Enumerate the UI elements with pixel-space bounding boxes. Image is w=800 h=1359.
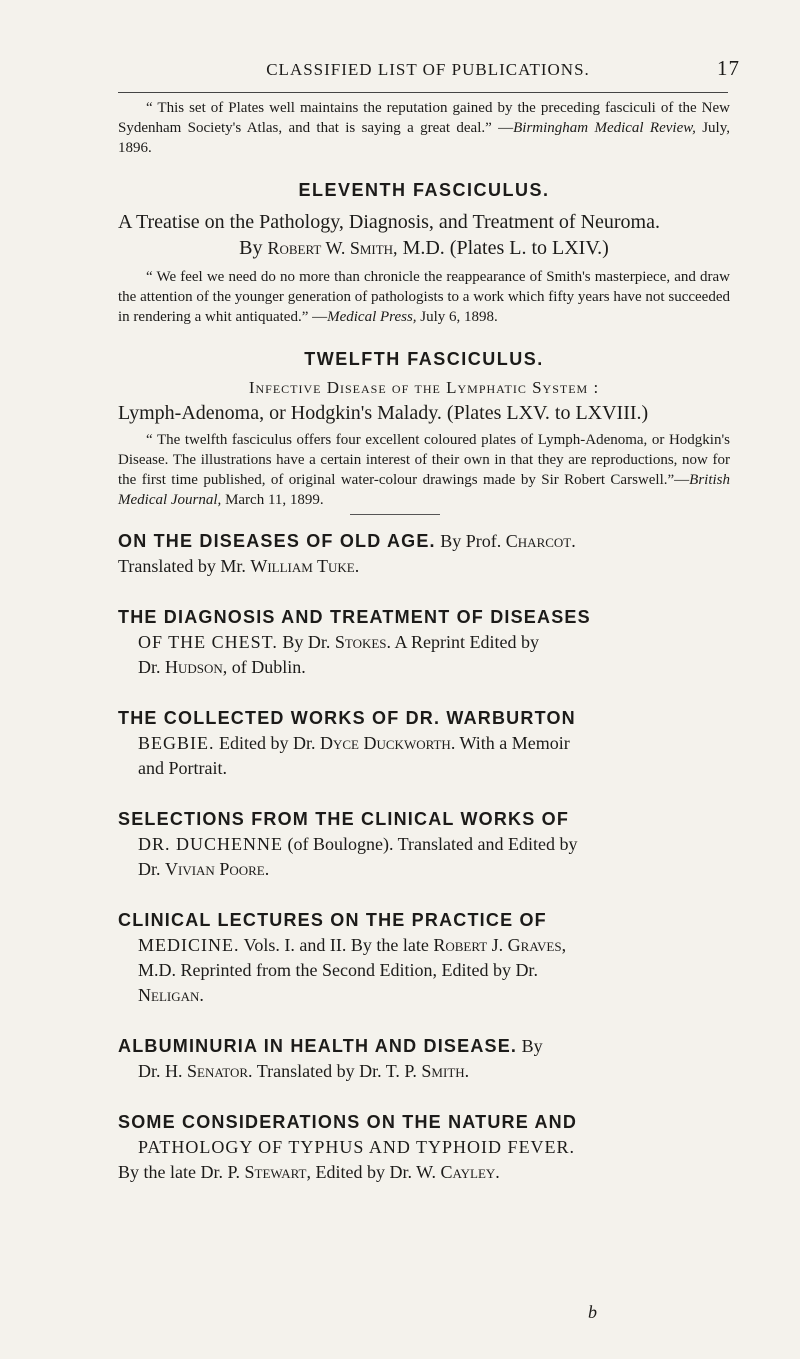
signature-mark: b (588, 1302, 597, 1322)
lymph-adenoma-title: Lymph-Adenoma, or Hodgkin's Malady. (Plates LXV. to LXVIII.) (118, 402, 649, 424)
publication-entry: ON THE DISEASES OF OLD AGE. By Prof. Charcot. Translated by Mr. William Tuke. (118, 531, 576, 576)
publication-entry: ALBUMINURIA IN HEALTH AND DISEASE. By Dr. H. Senator. Translated by Dr. T. P. Smith. (118, 1036, 543, 1081)
publication-entry: SOME CONSIDERATIONS ON THE NATURE AND PATHOLOGY OF TYPHUS AND TYPHOID FEVER. By the late Dr. P. Stewart, Edited by Dr. W. Cayley. (118, 1112, 578, 1182)
neuroma-title: A Treatise on the Pathology, Diagnosis, and Treatment of Neuroma. (118, 211, 660, 233)
lymphatic-subtitle: Infective Disease of the Lymphatic System : (248, 378, 600, 397)
medical-press-quote: “ We feel we need do no more than chronicle the reappearance of Smith's masterpiece, and draw the attention of the younger generation of pathologists to a work which fifty years have not succeeded in rendering a whit antiquated.” —Medical Press, July 6, 1898. (118, 269, 730, 325)
publication-entry: THE COLLECTED WORKS OF DR. WARBURTON BEGBIE. Edited by Dr. Dyce Duckworth. With a Memoir and Portrait. (118, 708, 576, 778)
publication-entry: SELECTIONS FROM THE CLINICAL WORKS OF DR. DUCHENNE (of Boulogne). Translated and Edited by Dr. Vivian Poore. (118, 809, 578, 879)
page-number: 17 (717, 56, 740, 80)
page-content (118, 98, 730, 1185)
divider (350, 514, 440, 515)
header-rule (118, 92, 728, 93)
publication-entry: THE DIAGNOSIS AND TREATMENT OF DISEASES OF THE CHEST. By Dr. Stokes. A Reprint Edited by Dr. Hudson, of Dublin. (118, 607, 591, 677)
running-head (128, 56, 740, 80)
eleventh-fasciculus-heading: ELEVENTH FASCICULUS. (298, 180, 550, 200)
publication-entry: CLINICAL LECTURES ON THE PRACTICE OF MEDICINE. Vols. I. and II. By the late Robert J. Graves, M.D. Reprinted from the Second Edition, Edited by Dr. Neligan. (118, 910, 567, 1005)
running-title: CLASSIFIED LIST OF PUBLICATIONS. (266, 60, 590, 79)
intro-review-quote: “ This set of Plates well maintains the reputation gained by the preceding fasciculi of the New Sydenham Society's Atlas, and that is saying a great deal.” —Birmingham Medical Review, July, 1896. (118, 100, 731, 156)
neuroma-author: By Robert W. Smith, M.D. (Plates L. to LXIV.) (239, 237, 609, 259)
bmj-quote: “ The twelfth fasciculus offers four excellent coloured plates of Lymph-Adenoma, or Hodgkin's Disease. The illustrations have a certain interest of their own in that they are reproductions, now for the first time published, of original water-colour drawings made by Sir Robert Carswell.”—British Medical Journal, March 11, 1899. (118, 432, 730, 508)
twelfth-fasciculus-heading: TWELFTH FASCICULUS. (304, 349, 544, 369)
